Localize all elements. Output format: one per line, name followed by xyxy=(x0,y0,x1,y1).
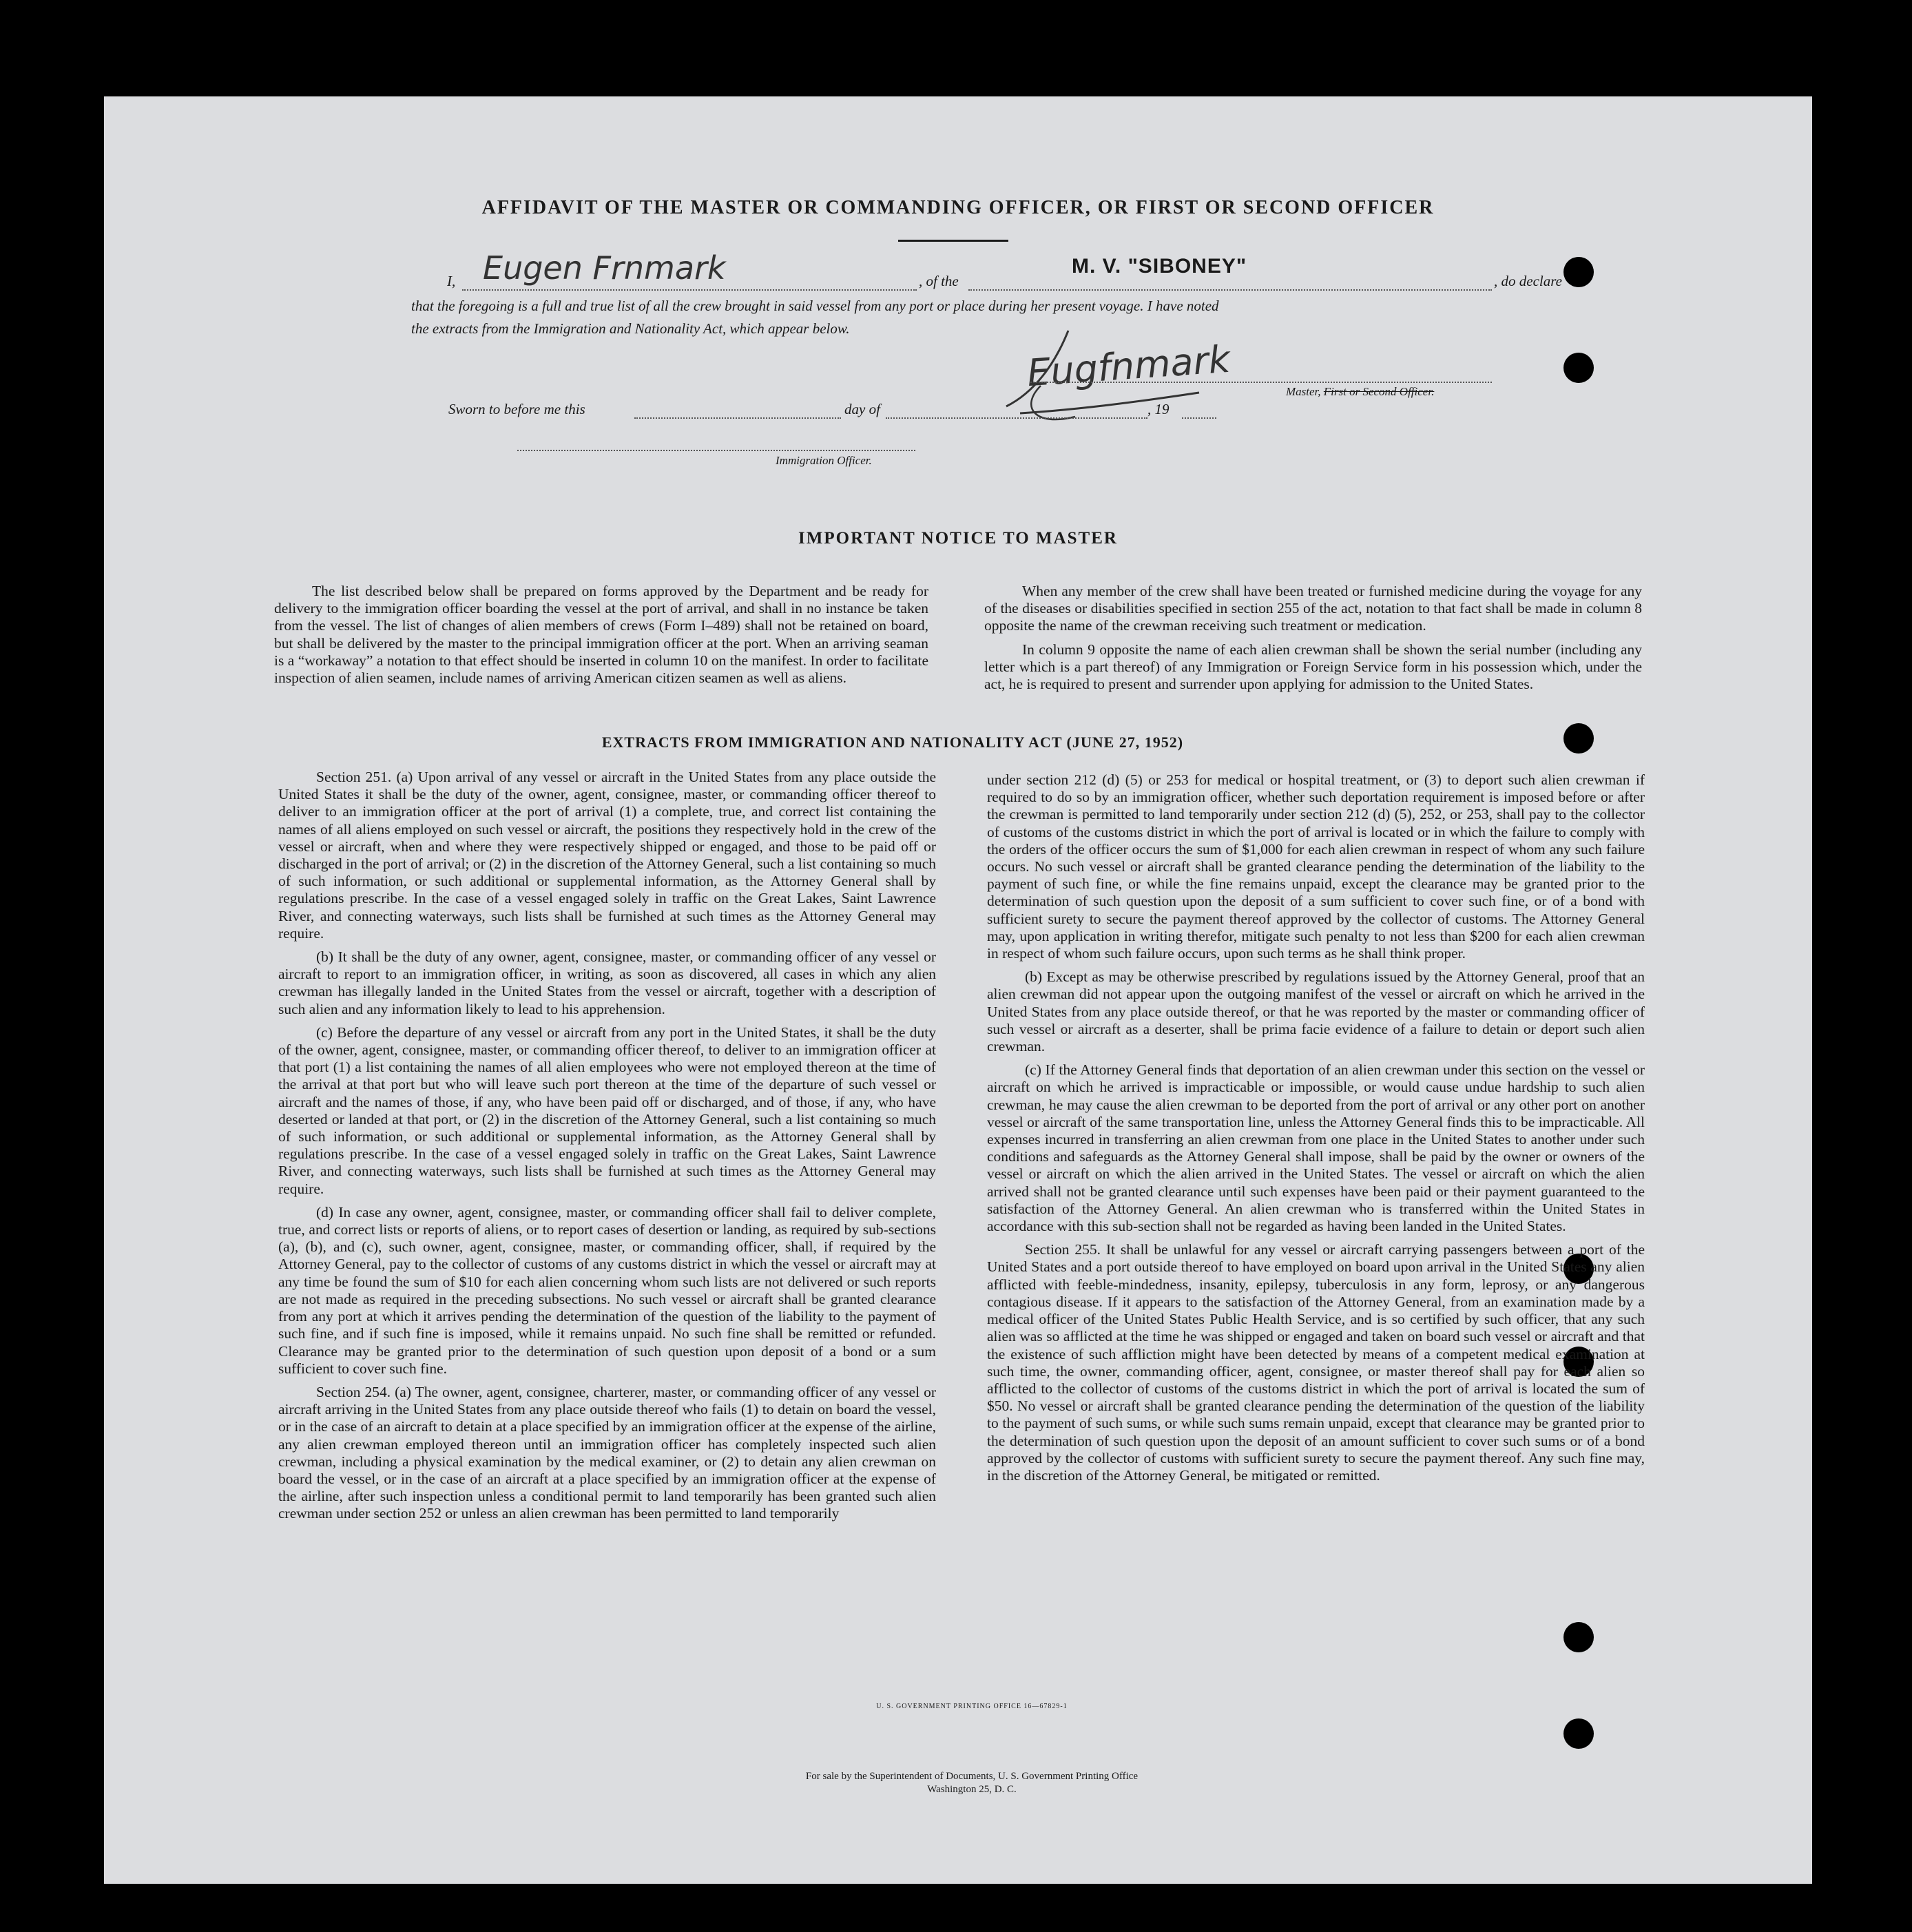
year-prefix: , 19 xyxy=(1147,401,1170,417)
notice-right-column xyxy=(984,583,1642,699)
immigration-officer-blank xyxy=(517,450,915,451)
vessel-blank xyxy=(968,289,1492,291)
section-254b: (b) Except as may be otherwise prescribed by regulations issued by the Attorney General, proof that an alien crewman did not appear upon the outgoing manifest of the vessel or aircraft on which he arrived in the United States from any place outside thereof, or that he was reported by the master or commanding officer of such vessel or aircraft as a deserter, shall be prima facie evidence of a failure to detain or deport such alien crewman. xyxy=(987,968,1645,1055)
signature-blank xyxy=(1030,382,1492,383)
notice-right-paragraph-2: In column 9 opposite the name of each alien crewman shall be shown the serial number (including any letter which is a part thereof) of any Immigration or Foreign Service form in his possession which, under the act, he is required to present and surrender upon applying for admission to the United States. xyxy=(984,641,1642,693)
notice-left-column xyxy=(274,583,928,693)
sworn-label: Sworn to before me this xyxy=(448,401,585,417)
notice-title: IMPORTANT NOTICE TO MASTER xyxy=(798,529,1118,548)
affidavit-title: AFFIDAVIT OF THE MASTER OR COMMANDING OFFICER, OR FIRST OR SECOND OFFICER xyxy=(481,197,1435,218)
title-rule xyxy=(898,240,1008,242)
extracts-right-column xyxy=(987,771,1645,1490)
master-name-handwritten: Eugen Frnmark xyxy=(483,249,726,287)
immigration-officer-label: Immigration Officer. xyxy=(776,454,872,467)
binder-hole-6 xyxy=(1563,1622,1594,1652)
printing-office-line: U. S. GOVERNMENT PRINTING OFFICE 16—67829-1 xyxy=(876,1703,1068,1710)
of-the-label: , of the xyxy=(919,273,959,289)
section-254c: (c) If the Attorney General finds that deportation of an alien crewman under this section on the vessel or aircraft on which he arrived is impracticable or impossible, or would cause undue hardship to such alien crewman, he may cause the alien crewman to be deported from the port of arrival or any other port on another vessel or aircraft of the same transportation line, unless the Attorney General finds this to be impracticable. All expenses incurred in transferring an alien crewman from one place in the United States to another under such conditions and safeguards as the Attorney General shall impose, shall be paid by the owner or owners of the vessel or aircraft on which the alien arrived in the United States. The vessel or aircraft on which the alien arrived shall not be granted clearance until such expenses have been paid or their payment guaranteed to the satisfaction of the Attorney General. An alien crewman who is transferred within the United States in accordance with this sub-section shall not be regarded as having been landed in the United States. xyxy=(987,1061,1645,1235)
signer-title-struck: First or Second Officer. xyxy=(1323,385,1435,398)
declaration-line-1: that the foregoing is a full and true list of all the crew brought in said vessel from any port or place during her present voyage. I have noted xyxy=(411,298,1219,314)
sworn-month-blank xyxy=(886,417,1147,419)
section-254a-continued: under section 212 (d) (5) or 253 for medical or hospital treatment, or (3) to deport such alien crewman if required to do so by an immigration officer, whether such deportation requirement is imposed before or after the crewman is permitted to land temporarily under section 212 (d) (5), 252, or 253, shall pay to the collector of customs of the customs district in which the port of arrival is located or in which the failure to comply with the orders of the officer occurs the sum of $1,000 for each alien crewman in respect of whom any such failure occurs. No such vessel or aircraft shall be granted clearance pending the determination of the liability to the payment of such fine, or while the fine remains unpaid, except the clearance may be granted prior to the determination of such question upon the deposit of a sum sufficient to cover such fine, or of a bond with sufficient surety to secure the payment thereof approved by the collector of customs. The Attorney General may, upon application in writing therefor, mitigate such penalty to not less than $200 for each alien crewman in respect of whom such failure occurs, upon such terms as he shall think proper. xyxy=(987,771,1645,962)
declaration-line-2: the extracts from the Immigration and Nationality Act, which appear below. xyxy=(411,320,850,337)
extracts-title: EXTRACTS FROM IMMIGRATION AND NATIONALITY ACT (JUNE 27, 1952) xyxy=(601,734,1184,751)
binder-hole-1 xyxy=(1563,257,1594,287)
extracts-left-column xyxy=(278,769,936,1529)
notice-left-paragraph: The list described below shall be prepared on forms approved by the Department and be ready for delivery to the immigration officer boarding the vessel at the port of arrival, and shall in no instance be taken from the vessel. The list of changes of alien members of crews (Form I–489) shall not be retained on board, but shall be delivered by the master to the principal immigration officer at the port. When an arriving seaman is a “workaway” a notation to that effect should be inserted in column 10 on the manifest. In order to facilitate inspection of alien seamen, include names of arriving American citizen seamen as well as aliens. xyxy=(274,583,928,687)
day-of-label: day of xyxy=(844,401,880,417)
affidavit-document-page xyxy=(104,96,1812,1884)
vessel-name: M. V. "SIBONEY" xyxy=(1072,255,1247,278)
section-251a: Section 251. (a) Upon arrival of any vessel or aircraft in the United States from any place outside the United States it shall be the duty of the owner, agent, consignee, master, or commanding officer thereof to deliver to an immigration officer at the port of arrival (1) a complete, true, and correct list containing the names of all aliens employed on such vessel or aircraft, the positions they respectively hold in the crew of the vessel or aircraft, when and where they were respectively shipped or engaged, and those to be paid off or discharged in the port of arrival; or (2) in the discretion of the Attorney General, such a list containing so much of such information, or such additional or supplemental information, as the Attorney General shall by regulations prescribe. In the case of a vessel engaged solely in traffic on the Great Lakes, Saint Lawrence River, and connecting waterways, such lists shall be furnished at such times as the Attorney General may require. xyxy=(278,769,936,942)
signer-title xyxy=(1286,385,1434,399)
section-251d: (d) In case any owner, agent, consignee, master, or commanding officer shall fail to deliver complete, true, and correct lists or reports of aliens, or to report cases of desertion or landing, as required by sub-sections (a), (b), and (c), such owner, agent, consignee, master, or commanding officer, shall, if required by the Attorney General, pay to the collector of customs of any customs district in which the vessel or aircraft may at any time be found the sum of $10 for each alien concerning whom such lists are not delivered or such reports are not made as required in the preceding subsections. No such vessel or aircraft shall be granted clearance from any port at which it arrives pending the determination of the question of the liability to the payment of such fine, and if such fine is imposed, while it remains unpaid. No such fine shall be remitted or refunded. Clearance may be granted prior to the determination of such question upon deposit of a bond or a sum sufficient to cover such fine. xyxy=(278,1203,936,1377)
year-blank xyxy=(1182,417,1216,419)
binder-hole-7 xyxy=(1563,1718,1594,1749)
sale-line-2: Washington 25, D. C. xyxy=(927,1784,1017,1795)
section-251b: (b) It shall be the duty of any owner, agent, consignee, master, or commanding officer of any vessel or aircraft to report to an immigration officer, in writing, as soon as discovered, all cases in which any alien crewman has illegally landed in the United States from the vessel or aircraft, together with a description of such alien and any information likely to lead to his apprehension. xyxy=(278,948,936,1017)
section-254a: Section 254. (a) The owner, agent, consignee, charterer, master, or commanding officer of any vessel or aircraft arriving in the United States from any place outside thereof who fails (1) to detain on board the vessel, or in the case of an aircraft to detain at a place specified by an immigration officer at the expense of the airline, any alien crewman employed thereon until an immigration officer has completely inspected such alien crewman, including a physical examination by the medical examiner, or (2) to detain any alien crewman on board the vessel, or in the case of an aircraft at a place specified by an immigration officer at the expense of the airline, after such inspection unless a conditional permit to land temporarily has been granted such alien crewman under section 252 or unless an alien crewman has been permitted to land temporarily xyxy=(278,1383,936,1522)
signer-title-master: Master, xyxy=(1286,385,1321,398)
binder-hole-2 xyxy=(1563,353,1594,383)
name-blank xyxy=(462,289,917,291)
sale-line-1: For sale by the Superintendent of Documents, U. S. Government Printing Office xyxy=(805,1771,1139,1782)
i-label: I, xyxy=(447,273,456,289)
section-255: Section 255. It shall be unlawful for any vessel or aircraft carrying passengers between a port of the United States and a port outside thereof to have employed on board upon arrival in the United States any alien afflicted with feeble-mindedness, insanity, epilepsy, tuberculosis in any form, leprosy, or any dangerous contagious disease. If it appears to the satisfaction of the Attorney General, from an examination made by a medical officer of the United States Public Health Service, and is so certified by such officer, that any such alien was so afflicted at the time he was shipped or engaged and taken on board such vessel or aircraft and that the existence of such affliction might have been detected by means of a competent medical examination at such time, the owner, commanding officer, agent, consignee, or master thereof shall pay for each alien so afflicted to the collector of customs of the customs district in which the port of arrival is located the sum of $50. No vessel or aircraft shall be granted clearance pending the determination of the question of the liability to the payment of such sums, or while such sums remain unpaid, except that clearance may be granted prior to the determination of such question upon the deposit of an amount sufficient to cover such sums or of a bond approved by the collector of customs with sufficient surety to secure the payment thereof. Any such fine may, in the discretion of the Attorney General, be mitigated or remitted. xyxy=(987,1241,1645,1484)
master-signature: Eugfnmark xyxy=(1026,337,1232,395)
sworn-day-blank xyxy=(634,417,841,419)
section-251c: (c) Before the departure of any vessel or aircraft from any port in the United States, it shall be the duty of the owner, agent, consignee, master, or commanding officer thereof, to deliver to an immigration officer at that port (1) a list containing the names of all alien employees who were not employed thereon at the time of the arrival at that port but who will leave such port thereon at the time of the departure of such vessel or aircraft and the names of those, if any, who have been paid off or discharged, and of those, if any, who have deserted or landed at that port, or (2) in the discretion of the Attorney General, such a list containing so much of such information, or such additional or supplemental information, as the Attorney General shall by regulations prescribe. In the case of a vessel engaged solely in traffic on the Great Lakes, Saint Lawrence River, and connecting waterways, such lists shall be furnished at such times as the Attorney General may require. xyxy=(278,1024,936,1197)
do-declare-label: , do declare xyxy=(1494,273,1562,289)
notice-right-paragraph-1: When any member of the crew shall have been treated or furnished medicine during the voyage for any of the diseases or disabilities specified in section 255 of the act, notation to that fact shall be made in column 8 opposite the name of the crewman receiving such treatment or medication. xyxy=(984,583,1642,634)
